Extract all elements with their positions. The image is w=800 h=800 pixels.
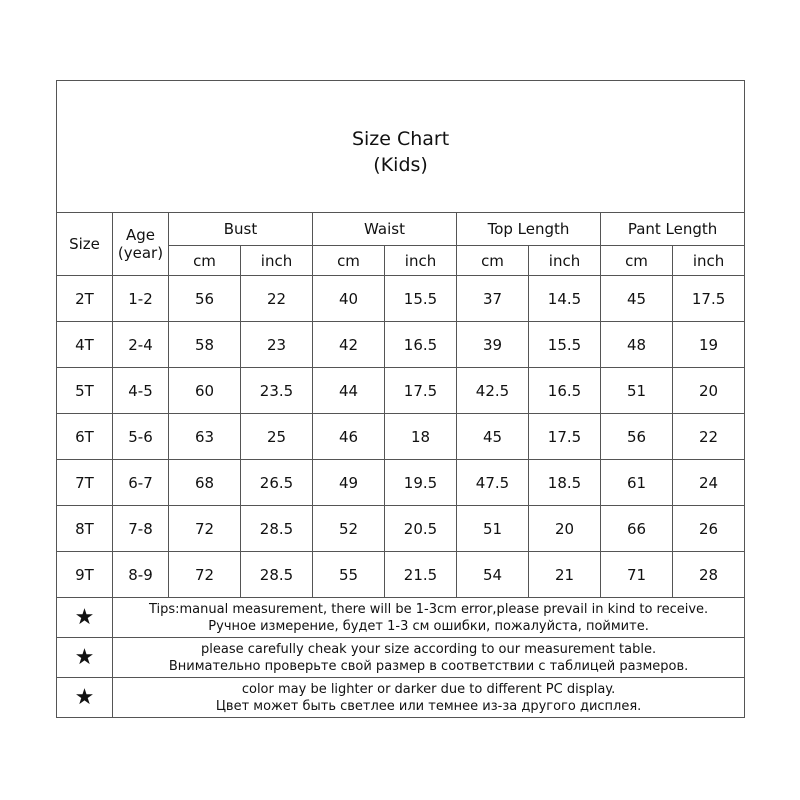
- star-icon: ★: [57, 678, 113, 718]
- cell-bust-inch: 23: [241, 322, 313, 368]
- cell-age: 2-4: [113, 322, 169, 368]
- cell-bust-inch: 25: [241, 414, 313, 460]
- cell-pant-length-inch: 19: [673, 322, 745, 368]
- cell-pant-length-inch: 22: [673, 414, 745, 460]
- cell-pant-length-inch: 28: [673, 552, 745, 598]
- unit-header: cm: [457, 246, 529, 276]
- unit-header: cm: [313, 246, 385, 276]
- cell-bust-cm: 56: [169, 276, 241, 322]
- cell-pant-length-inch: 24: [673, 460, 745, 506]
- cell-top-length-cm: 39: [457, 322, 529, 368]
- header-pant-length: Pant Length: [601, 213, 745, 246]
- cell-top-length-cm: 47.5: [457, 460, 529, 506]
- note-text: [113, 678, 745, 718]
- note-text: [113, 598, 745, 638]
- cell-bust-cm: 60: [169, 368, 241, 414]
- cell-size: 9T: [57, 552, 113, 598]
- cell-waist-inch: 19.5: [385, 460, 457, 506]
- cell-pant-length-cm: 61: [601, 460, 673, 506]
- cell-top-length-cm: 51: [457, 506, 529, 552]
- cell-size: 5T: [57, 368, 113, 414]
- cell-size: 8T: [57, 506, 113, 552]
- cell-waist-cm: 52: [313, 506, 385, 552]
- note-english: Tips:manual measurement, there will be 1-3cm error,please prevail in kind to receive.: [148, 601, 709, 617]
- header-row-groups: [57, 213, 745, 246]
- cell-top-length-inch: 18.5: [529, 460, 601, 506]
- chart-title-main: Size Chart: [351, 127, 450, 150]
- note-row: [57, 678, 745, 718]
- cell-bust-cm: 58: [169, 322, 241, 368]
- cell-bust-cm: 63: [169, 414, 241, 460]
- table-row: [57, 368, 745, 414]
- table-row: [57, 276, 745, 322]
- cell-size: 7T: [57, 460, 113, 506]
- cell-pant-length-cm: 71: [601, 552, 673, 598]
- cell-bust-cm: 72: [169, 506, 241, 552]
- note-row: [57, 598, 745, 638]
- cell-top-length-inch: 20: [529, 506, 601, 552]
- cell-waist-cm: 44: [313, 368, 385, 414]
- note-row: [57, 638, 745, 678]
- cell-waist-inch: 15.5: [385, 276, 457, 322]
- unit-header: cm: [169, 246, 241, 276]
- cell-age: 8-9: [113, 552, 169, 598]
- cell-age: 5-6: [113, 414, 169, 460]
- header-size: Size: [57, 213, 113, 276]
- star-icon: ★: [57, 598, 113, 638]
- cell-waist-inch: 16.5: [385, 322, 457, 368]
- note-english: color may be lighter or darker due to different PC display.: [241, 681, 616, 697]
- cell-top-length-cm: 37: [457, 276, 529, 322]
- table-row: [57, 506, 745, 552]
- unit-header: inch: [529, 246, 601, 276]
- cell-size: 6T: [57, 414, 113, 460]
- table-row: [57, 322, 745, 368]
- cell-waist-cm: 49: [313, 460, 385, 506]
- cell-waist-inch: 20.5: [385, 506, 457, 552]
- unit-header: inch: [385, 246, 457, 276]
- note-russian: Внимательно проверьте свой размер в соответствии с таблицей размеров.: [168, 658, 689, 674]
- cell-bust-inch: 28.5: [241, 506, 313, 552]
- header-bust: Bust: [169, 213, 313, 246]
- cell-top-length-inch: 15.5: [529, 322, 601, 368]
- star-icon: ★: [57, 638, 113, 678]
- unit-header: inch: [673, 246, 745, 276]
- cell-bust-inch: 22: [241, 276, 313, 322]
- note-russian: Цвет может быть светлее или темнее из-за другого дисплея.: [215, 698, 642, 714]
- cell-pant-length-inch: 17.5: [673, 276, 745, 322]
- header-waist: Waist: [313, 213, 457, 246]
- cell-size: 4T: [57, 322, 113, 368]
- cell-waist-cm: 42: [313, 322, 385, 368]
- header-age-label: Age: [125, 226, 155, 244]
- cell-bust-inch: 26.5: [241, 460, 313, 506]
- table-row: [57, 552, 745, 598]
- chart-title-sub: (Kids): [373, 153, 428, 176]
- cell-waist-inch: 17.5: [385, 368, 457, 414]
- unit-header: inch: [241, 246, 313, 276]
- cell-pant-length-cm: 51: [601, 368, 673, 414]
- cell-top-length-inch: 21: [529, 552, 601, 598]
- cell-top-length-cm: 45: [457, 414, 529, 460]
- cell-waist-cm: 55: [313, 552, 385, 598]
- cell-waist-inch: 18: [385, 414, 457, 460]
- cell-bust-inch: 28.5: [241, 552, 313, 598]
- cell-pant-length-cm: 66: [601, 506, 673, 552]
- cell-pant-length-cm: 48: [601, 322, 673, 368]
- unit-header: cm: [601, 246, 673, 276]
- header-age: [113, 213, 169, 276]
- cell-pant-length-cm: 56: [601, 414, 673, 460]
- cell-age: 4-5: [113, 368, 169, 414]
- cell-age: 7-8: [113, 506, 169, 552]
- cell-top-length-inch: 16.5: [529, 368, 601, 414]
- header-age-unit: (year): [117, 244, 164, 262]
- cell-bust-inch: 23.5: [241, 368, 313, 414]
- cell-waist-cm: 46: [313, 414, 385, 460]
- cell-top-length-inch: 14.5: [529, 276, 601, 322]
- size-chart-table: [56, 80, 745, 718]
- note-text: [113, 638, 745, 678]
- cell-top-length-cm: 42.5: [457, 368, 529, 414]
- cell-size: 2T: [57, 276, 113, 322]
- cell-bust-cm: 68: [169, 460, 241, 506]
- cell-bust-cm: 72: [169, 552, 241, 598]
- note-english: please carefully cheak your size according to our measurement table.: [201, 641, 657, 657]
- table-row: [57, 414, 745, 460]
- cell-waist-cm: 40: [313, 276, 385, 322]
- cell-top-length-inch: 17.5: [529, 414, 601, 460]
- cell-pant-length-inch: 26: [673, 506, 745, 552]
- cell-pant-length-cm: 45: [601, 276, 673, 322]
- note-russian: Ручное измерение, будет 1-3 см ошибки, пожалуйста, поймите.: [208, 618, 649, 634]
- table-row: [57, 460, 745, 506]
- cell-age: 6-7: [113, 460, 169, 506]
- cell-top-length-cm: 54: [457, 552, 529, 598]
- title-row: [57, 81, 745, 213]
- cell-age: 1-2: [113, 276, 169, 322]
- cell-waist-inch: 21.5: [385, 552, 457, 598]
- chart-title: [57, 81, 745, 213]
- header-top-length: Top Length: [457, 213, 601, 246]
- cell-pant-length-inch: 20: [673, 368, 745, 414]
